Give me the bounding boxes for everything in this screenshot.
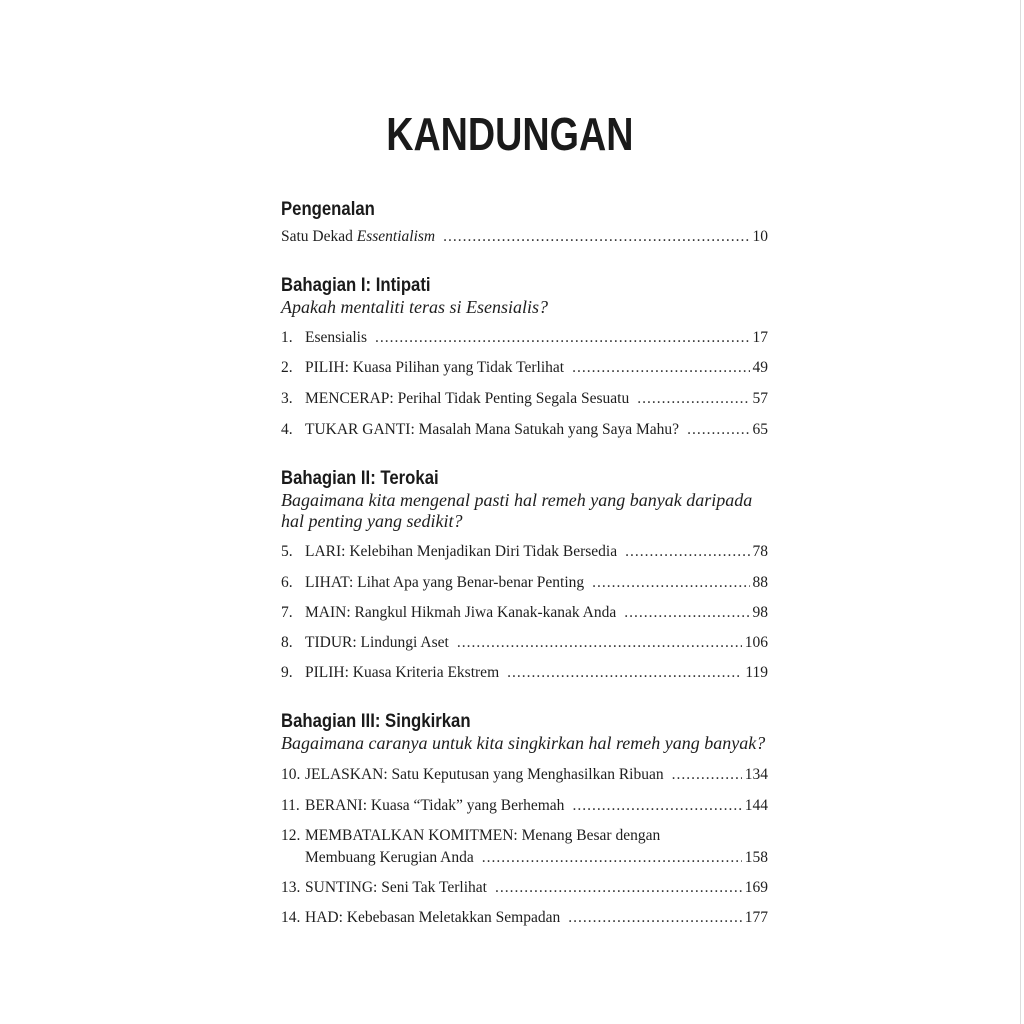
toc-entry-page: 88	[752, 574, 768, 591]
toc-entry-number: 5.	[281, 543, 293, 560]
dot-leader	[507, 662, 742, 684]
toc-entry[interactable]	[281, 877, 768, 899]
toc-entry-number: 13.	[281, 879, 301, 896]
toc-entry-page: 177	[744, 909, 768, 926]
section-heading-intro: Pengenalan	[281, 199, 375, 220]
toc-entry-line	[305, 877, 768, 899]
toc-entry-number: 4.	[281, 421, 293, 438]
toc-entry-label: LIHAT: Lihat Apa yang Benar-benar Penting	[305, 574, 585, 591]
toc-entry-page: 10	[752, 228, 768, 245]
toc-entry-line	[305, 572, 768, 594]
dot-leader	[592, 572, 749, 594]
dot-leader	[624, 602, 749, 624]
toc-entry-label-italic: Essentialism	[356, 228, 436, 245]
toc-entry-label: TUKAR GANTI: Masalah Mana Satukah yang Saya Mahu?	[305, 421, 680, 438]
toc-entry[interactable]	[281, 419, 768, 441]
dot-leader	[572, 795, 741, 817]
dot-leader	[375, 327, 750, 349]
toc-entry-label: PILIH: Kuasa Kriteria Ekstrem	[305, 664, 500, 681]
toc-entry-line	[305, 795, 768, 817]
section-heading-part-3: Bahagian III: Singkirkan	[281, 711, 471, 732]
toc-entry[interactable]	[281, 825, 768, 869]
toc-entry-line	[305, 419, 768, 441]
toc-entry-page: 106	[744, 634, 768, 651]
toc-entry-number: 11.	[281, 797, 300, 814]
toc-entry-label: HAD: Kebebasan Meletakkan Sempadan	[305, 909, 561, 926]
section-subtitle-part-2: Bagaimana kita mengenal pasti hal remeh yang banyak daripada	[281, 490, 753, 510]
toc-entry[interactable]	[281, 541, 768, 563]
page-title: KANDUNGAN	[386, 108, 634, 160]
dot-leader	[625, 541, 749, 563]
toc-entry-number: 12.	[281, 827, 301, 844]
dot-leader	[672, 764, 742, 786]
toc-entry-label: BERANI: Kuasa “Tidak” yang Berhemah	[305, 797, 565, 814]
toc-entry[interactable]	[281, 764, 768, 786]
toc-entry[interactable]	[281, 357, 768, 379]
toc-entry-number: 6.	[281, 574, 293, 591]
section-subtitle-part-1: Apakah mentaliti teras si Esensialis?	[281, 297, 548, 317]
toc-entry-number: 1.	[281, 329, 293, 346]
section-subtitle-part-3: Bagaimana caranya untuk kita singkirkan hal remeh yang banyak?	[281, 733, 766, 753]
toc-entry-line	[305, 632, 768, 654]
dot-leader	[457, 632, 742, 654]
toc-entry-page: 119	[745, 664, 768, 681]
toc-entry-line	[305, 662, 768, 684]
dot-leader	[568, 907, 742, 929]
toc-entry-number: 8.	[281, 634, 293, 651]
toc-entry-line	[305, 847, 768, 869]
page-edge-line	[1020, 0, 1021, 1024]
toc-entry-page: 49	[752, 359, 768, 376]
toc-entry[interactable]	[281, 388, 768, 410]
toc-entry-label: PILIH: Kuasa Pilihan yang Tidak Terlihat	[305, 359, 565, 376]
toc-entry-line	[281, 226, 768, 248]
section-heading-part-2: Bahagian II: Terokai	[281, 468, 439, 489]
toc-entry-line	[305, 388, 768, 410]
toc-entry-page: 65	[752, 421, 768, 438]
toc-entry-line	[305, 357, 768, 379]
toc-entry[interactable]	[281, 907, 768, 929]
toc-entry-number: 14.	[281, 909, 301, 926]
toc-entry-label: MAIN: Rangkul Hikmah Jiwa Kanak-kanak Anda	[305, 604, 617, 621]
toc-entry[interactable]	[281, 602, 768, 624]
toc-entry-page: 158	[744, 849, 768, 866]
toc-entry-number: 9.	[281, 664, 293, 681]
toc-entry-page: 57	[752, 390, 768, 407]
toc-entry-number: 10.	[281, 766, 301, 783]
dot-leader	[637, 388, 749, 410]
toc-entry[interactable]	[281, 572, 768, 594]
toc-entry-number: 2.	[281, 359, 293, 376]
toc-entry-number: 3.	[281, 390, 293, 407]
toc-entry[interactable]	[281, 327, 768, 349]
toc-entry-line	[305, 764, 768, 786]
toc-entry[interactable]	[281, 632, 768, 654]
toc-entry-page: 134	[744, 766, 768, 783]
dot-leader	[687, 419, 749, 441]
section-heading-part-1: Bahagian I: Intipati	[281, 275, 431, 296]
toc-entry-line	[305, 602, 768, 624]
toc-entry-label: Membuang Kerugian Anda	[305, 849, 474, 866]
toc-entry-label: TIDUR: Lindungi Aset	[305, 634, 449, 651]
dot-leader	[572, 357, 749, 379]
toc-entry-label: MENCERAP: Perihal Tidak Penting Segala Sesuatu	[305, 390, 630, 407]
toc-entry-line	[305, 327, 768, 349]
toc-entry-label: JELASKAN: Satu Keputusan yang Menghasilkan Ribuan	[305, 766, 664, 783]
toc-entry-label: SUNTING: Seni Tak Terlihat	[305, 879, 487, 896]
toc-entry-page: 144	[744, 797, 768, 814]
dot-leader	[482, 847, 742, 869]
toc-entry[interactable]	[281, 795, 768, 817]
toc-entry-label: Satu Dekad Essentialism	[281, 228, 436, 245]
toc-entry-label: Esensialis	[305, 329, 367, 346]
toc-entry-label-line-1: MEMBATALKAN KOMITMEN: Menang Besar dengan	[305, 827, 661, 844]
toc-entry-number: 7.	[281, 604, 293, 621]
section-subtitle-part-2-line-2: hal penting yang sedikit?	[281, 511, 463, 531]
toc-entry-page: 17	[752, 329, 768, 346]
dot-leader	[443, 226, 749, 248]
toc-entry-page: 78	[752, 543, 768, 560]
toc-entry-label: LARI: Kelebihan Menjadikan Diri Tidak Bersedia	[305, 543, 618, 560]
toc-entry-line	[305, 541, 768, 563]
toc-entry-line	[305, 907, 768, 929]
toc-entry-page: 169	[744, 879, 768, 896]
toc-entry-page: 98	[752, 604, 768, 621]
toc-entry-intro[interactable]	[281, 226, 768, 248]
dot-leader	[495, 877, 742, 899]
toc-entry[interactable]	[281, 662, 768, 684]
